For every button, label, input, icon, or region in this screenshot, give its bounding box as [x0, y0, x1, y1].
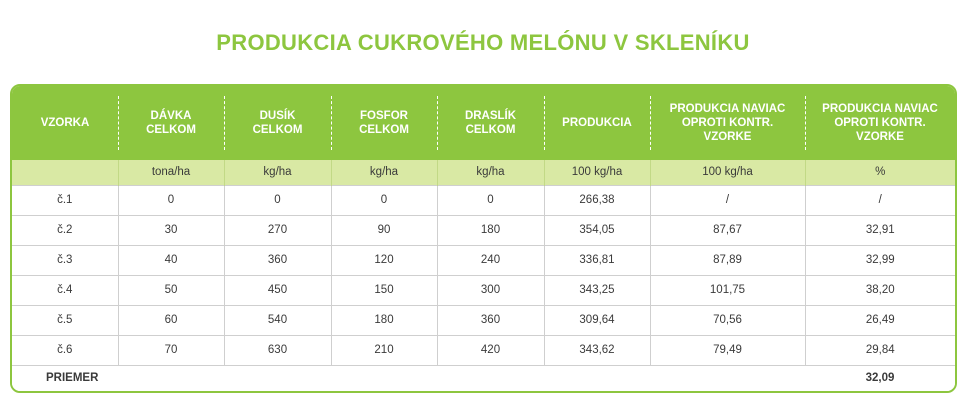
value-cell: 420 [437, 335, 544, 365]
value-cell: 354,05 [544, 215, 650, 245]
sample-cell: č.5 [12, 305, 118, 335]
column-header: FOSFOR CELKOM [331, 86, 437, 160]
table-row [12, 185, 955, 215]
value-cell: 180 [331, 305, 437, 335]
value-cell: 300 [437, 275, 544, 305]
value-cell: 360 [224, 245, 331, 275]
value-cell: 343,62 [544, 335, 650, 365]
value-cell: 70 [118, 335, 224, 365]
value-cell: 309,64 [544, 305, 650, 335]
value-cell: 40 [118, 245, 224, 275]
value-cell: 240 [437, 245, 544, 275]
table-row [12, 215, 955, 245]
value-cell: 450 [224, 275, 331, 305]
value-cell: 0 [224, 185, 331, 215]
column-header: DÁVKA CELKOM [118, 86, 224, 160]
table-row [12, 245, 955, 275]
column-header: VZORKA [12, 86, 118, 160]
value-cell: 0 [118, 185, 224, 215]
value-cell: 90 [331, 215, 437, 245]
value-cell: 70,56 [650, 305, 805, 335]
unit-cell: kg/ha [331, 160, 437, 185]
value-cell: 270 [224, 215, 331, 245]
average-value: 32,09 [805, 365, 955, 391]
value-cell: 120 [331, 245, 437, 275]
sample-cell: č.6 [12, 335, 118, 365]
production-table [10, 84, 957, 393]
unit-cell [12, 160, 118, 185]
value-cell: 38,20 [805, 275, 955, 305]
value-cell: 29,84 [805, 335, 955, 365]
value-cell: 266,38 [544, 185, 650, 215]
value-cell: 32,91 [805, 215, 955, 245]
table-row [12, 335, 955, 365]
page-title: PRODUKCIA CUKROVÉHO MELÓNU V SKLENÍKU [216, 30, 750, 55]
value-cell: 30 [118, 215, 224, 245]
value-cell: 343,25 [544, 275, 650, 305]
unit-cell: % [805, 160, 955, 185]
unit-cell: 100 kg/ha [544, 160, 650, 185]
units-row [12, 160, 955, 185]
value-cell: 87,89 [650, 245, 805, 275]
sample-cell: č.4 [12, 275, 118, 305]
column-header: DUSÍK CELKOM [224, 86, 331, 160]
unit-cell: kg/ha [224, 160, 331, 185]
value-cell: 87,67 [650, 215, 805, 245]
value-cell: 336,81 [544, 245, 650, 275]
average-row [12, 365, 955, 391]
average-label: PRIEMER [12, 365, 805, 391]
value-cell: 0 [437, 185, 544, 215]
value-cell: 210 [331, 335, 437, 365]
value-cell: 630 [224, 335, 331, 365]
unit-cell: 100 kg/ha [650, 160, 805, 185]
value-cell: 180 [437, 215, 544, 245]
value-cell: / [650, 185, 805, 215]
sample-cell: č.3 [12, 245, 118, 275]
value-cell: 150 [331, 275, 437, 305]
value-cell: 79,49 [650, 335, 805, 365]
value-cell: 60 [118, 305, 224, 335]
unit-cell: kg/ha [437, 160, 544, 185]
unit-cell: tona/ha [118, 160, 224, 185]
sample-cell: č.2 [12, 215, 118, 245]
value-cell: 540 [224, 305, 331, 335]
table-row [12, 275, 955, 305]
column-header: PRODUKCIA [544, 86, 650, 160]
column-header: PRODUKCIA NAVIAC OPROTI KONTR. VZORKE [650, 86, 805, 160]
value-cell: / [805, 185, 955, 215]
value-cell: 32,99 [805, 245, 955, 275]
value-cell: 50 [118, 275, 224, 305]
value-cell: 360 [437, 305, 544, 335]
value-cell: 0 [331, 185, 437, 215]
value-cell: 101,75 [650, 275, 805, 305]
column-header: PRODUKCIA NAVIAC OPROTI KONTR. VZORKE [805, 86, 955, 160]
header-row [12, 86, 955, 160]
value-cell: 26,49 [805, 305, 955, 335]
table-row [12, 305, 955, 335]
sample-cell: č.1 [12, 185, 118, 215]
column-header: DRASLÍK CELKOM [437, 86, 544, 160]
